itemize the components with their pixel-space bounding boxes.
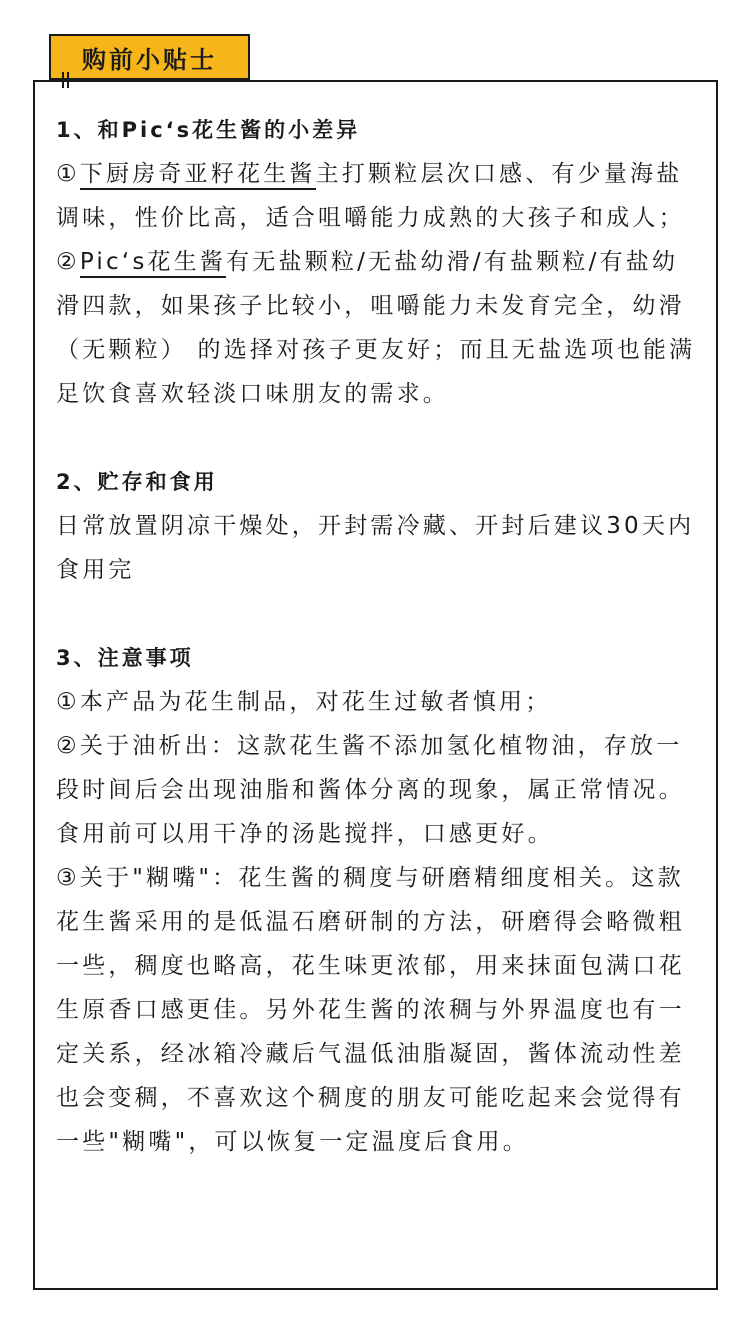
list-item: ③关于"糊嘴"：花生酱的稠度与研磨精细度相关。这款花生酱采用的是低温石磨研制的方法，研磨得会略微粗一些，稠度也略高，花生味更浓郁，用来抹面包满口花生原香口感更佳。另外花生酱的浓稠与外界温度也有一定关系，经冰箱冷藏后气温低油脂凝固，酱体流动性差也会变稠，不喜欢这个稠度的朋友可能吃起来会觉得有一些"糊嘴"，可以恢复一定温度后食用。 [56, 865, 685, 1155]
tag-tick-mark [67, 72, 69, 88]
item-text: 主打颗粒层次口感、有少量海盐调味，性价比高，适合咀嚼能力成熟的大孩子和成人； [56, 161, 685, 231]
section-differences [56, 108, 701, 416]
section-tag [49, 34, 250, 80]
section-heading: 2、贮存和食用 [56, 470, 218, 494]
item-number: ② [56, 249, 80, 275]
item-number: ① [56, 161, 80, 187]
list-item [56, 240, 701, 416]
list-item [56, 152, 701, 240]
product-name-highlight: 下厨房奇亚籽花生酱 [80, 161, 316, 190]
list-item: ②关于油析出：这款花生酱不添加氢化植物油，存放一段时间后会出现油脂和酱体分离的现象，属正常情况。食用前可以用干净的汤匙搅拌，口感更好。 [56, 733, 685, 847]
section-storage [56, 460, 701, 592]
tag-title: 购前小贴士 [82, 45, 217, 74]
tips-content [56, 108, 701, 1164]
item-text: 有无盐颗粒/无盐幼滑/有盐颗粒/有盐幼滑四款，如果孩子比较小，咀嚼能力未发育完全，幼滑（无颗粒） 的选择对孩子更友好；而且无盐选项也能满足饮食喜欢轻淡口味朋友的需求。 [56, 249, 696, 407]
section-text: 日常放置阴凉干燥处，开封需冷藏、开封后建议30天内食用完 [56, 513, 695, 583]
section-heading: 3、注意事项 [56, 646, 194, 670]
product-name-highlight: Pic‘s花生酱 [80, 249, 226, 278]
section-heading: 1、和Pic‘s花生酱的小差异 [56, 118, 361, 142]
section-notes [56, 636, 701, 1164]
tag-tick-mark [62, 72, 64, 88]
list-item: ①本产品为花生制品，对花生过敏者慎用； [56, 689, 552, 715]
